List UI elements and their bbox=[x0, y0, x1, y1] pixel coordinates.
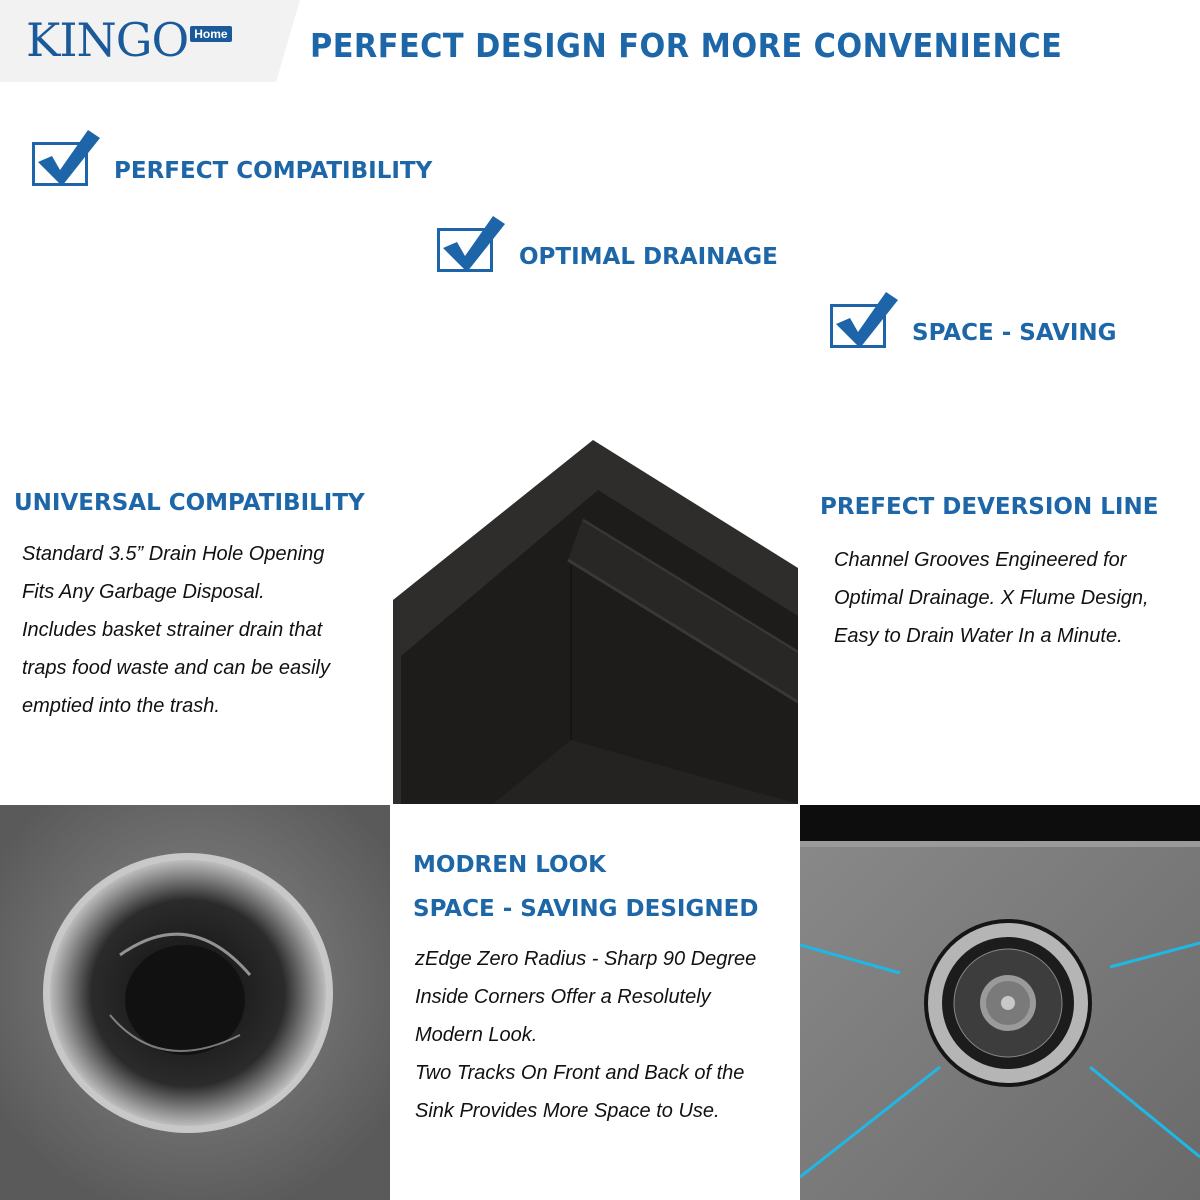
section-body-modern bbox=[415, 940, 756, 1130]
checkbox-check-icon bbox=[437, 216, 497, 272]
section-title-modern: MODREN LOOK bbox=[413, 852, 606, 878]
basket-strainer-image bbox=[800, 805, 1200, 1200]
sink-corner-image bbox=[393, 440, 798, 804]
section-title-space-saving: SPACE - SAVING DESIGNED bbox=[413, 896, 759, 922]
page-title: PERFECT DESIGN FOR MORE CONVENIENCE bbox=[310, 26, 1063, 65]
body-line: traps food waste and can be easily bbox=[22, 657, 330, 679]
water-drain-image bbox=[0, 805, 390, 1200]
logo-wordmark: KINGO bbox=[26, 13, 189, 67]
checkbox-check-icon bbox=[32, 130, 92, 186]
body-line: emptied into the trash. bbox=[22, 695, 220, 717]
body-line: Channel Grooves Engineered for bbox=[834, 549, 1127, 571]
section-title-deversion: PREFECT DEVERSION LINE bbox=[820, 494, 1159, 520]
section-title-universal: UNIVERSAL COMPATIBILITY bbox=[14, 490, 365, 516]
body-line: Easy to Drain Water In a Minute. bbox=[834, 625, 1123, 647]
body-line: Two Tracks On Front and Back of the bbox=[415, 1062, 745, 1084]
body-line: Sink Provides More Space to Use. bbox=[415, 1100, 720, 1122]
body-line: Standard 3.5” Drain Hole Opening bbox=[22, 543, 325, 565]
checklist-item-drainage bbox=[437, 216, 778, 272]
checkbox-check-icon bbox=[830, 292, 890, 348]
body-line: Includes basket strainer drain that bbox=[22, 619, 323, 641]
body-line: zEdge Zero Radius - Sharp 90 Degree bbox=[415, 948, 757, 970]
section-body-universal bbox=[22, 535, 330, 725]
body-line: Optimal Drainage. X Flume Design, bbox=[834, 587, 1149, 609]
body-line: Inside Corners Offer a Resolutely bbox=[415, 986, 711, 1008]
brand-logo bbox=[26, 10, 232, 70]
body-line: Fits Any Garbage Disposal. bbox=[22, 581, 265, 603]
checklist-label: PERFECT COMPATIBILITY bbox=[114, 158, 433, 184]
body-line: Modern Look. bbox=[415, 1024, 538, 1046]
logo-badge: Home bbox=[190, 26, 231, 42]
checklist-item-compatibility bbox=[32, 130, 432, 186]
checklist-label: OPTIMAL DRAINAGE bbox=[519, 244, 778, 270]
checklist-label: SPACE - SAVING bbox=[912, 320, 1117, 346]
checklist-item-space-saving bbox=[830, 292, 1117, 348]
section-body-deversion bbox=[834, 541, 1149, 655]
